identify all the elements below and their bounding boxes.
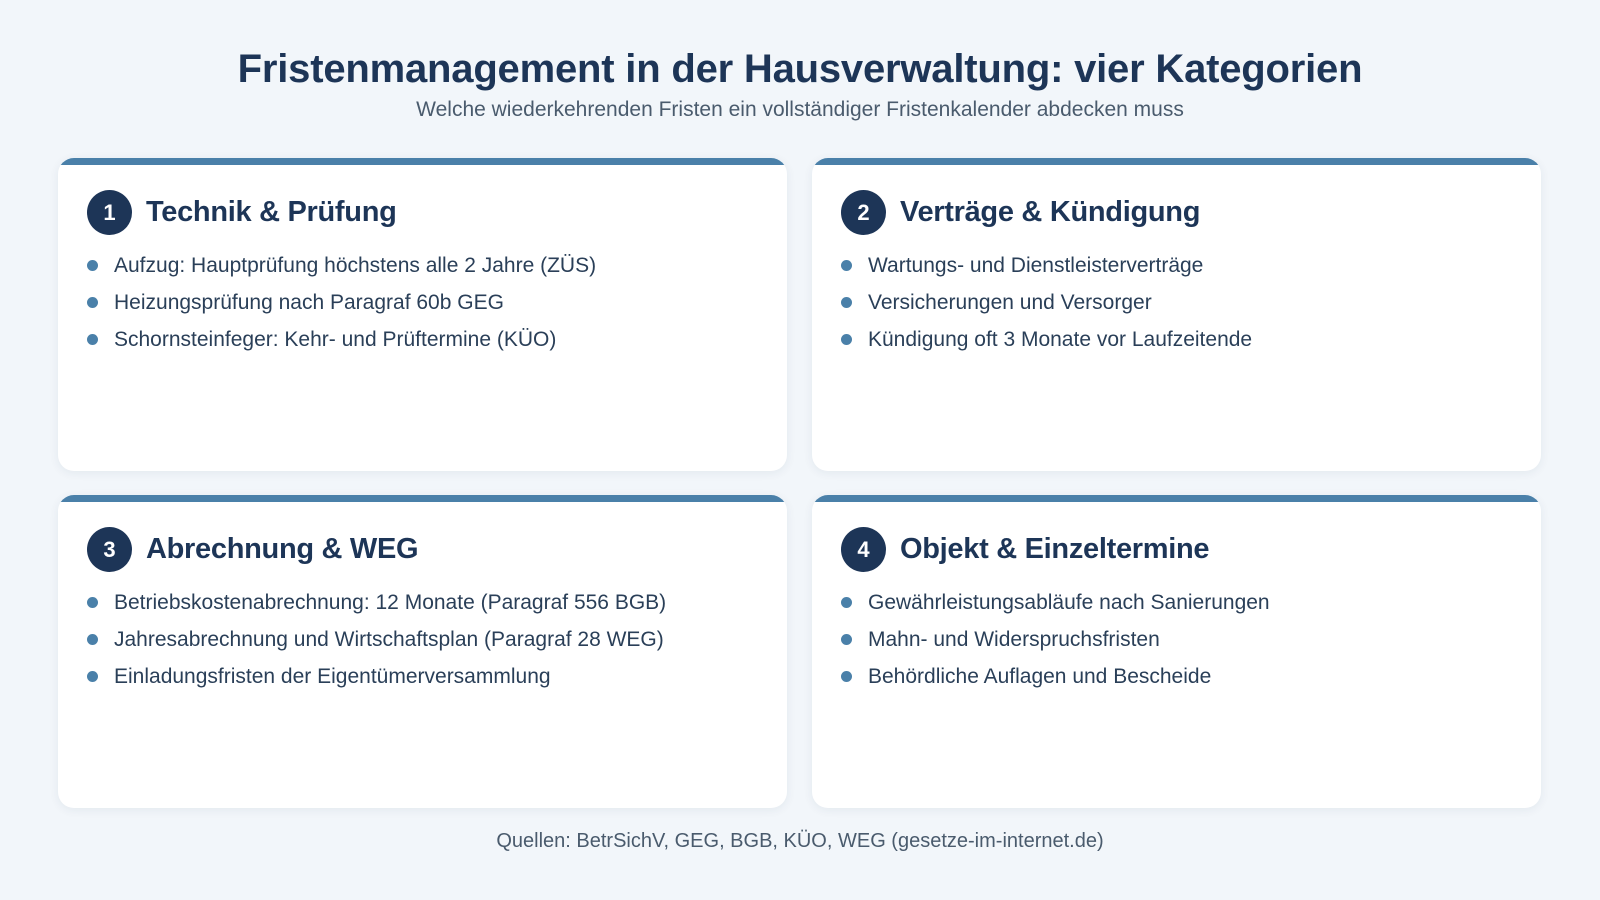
list-item: [87, 621, 666, 658]
list-item: [87, 247, 596, 284]
list-item-text: Kündigung oft 3 Monate vor Laufzeitende: [868, 327, 1253, 351]
bullet-icon: [87, 671, 98, 682]
bullet-icon: [87, 334, 98, 345]
card-header: [87, 190, 397, 235]
bullet-icon: [841, 260, 852, 271]
bullet-icon: [87, 634, 98, 645]
list-item-text: Jahresabrechnung und Wirtschaftsplan (Paragraf 28 WEG): [114, 627, 664, 651]
bullet-icon: [87, 297, 98, 308]
card-title: Objekt & Einzeltermine: [900, 533, 1210, 565]
card-number-badge: 4: [841, 527, 886, 572]
list-item: [841, 321, 1252, 358]
page-subtitle: Welche wiederkehrenden Fristen ein vollständiger Fristenkalender abdecken muss: [416, 98, 1184, 121]
list-item-text: Gewährleistungsabläufe nach Sanierungen: [868, 590, 1270, 614]
page-header: [0, 44, 1600, 124]
list-item: [87, 284, 596, 321]
card-header: [841, 190, 1200, 235]
category-card-technik: [58, 158, 787, 471]
card-header: [87, 527, 418, 572]
list-item-text: Versicherungen und Versorger: [868, 290, 1152, 314]
card-title: Verträge & Kündigung: [900, 196, 1201, 228]
card-title: Technik & Prüfung: [146, 196, 397, 228]
bullet-icon: [841, 671, 852, 682]
card-number-badge: 3: [87, 527, 132, 572]
card-item-list: [87, 247, 596, 358]
category-grid: [58, 158, 1542, 808]
category-card-objekt: [812, 495, 1541, 808]
card-number-badge: 2: [841, 190, 886, 235]
list-item: [841, 284, 1252, 321]
card-item-list: [841, 247, 1252, 358]
list-item-text: Einladungsfristen der Eigentümerversammlung: [114, 664, 551, 688]
bullet-icon: [87, 597, 98, 608]
list-item-text: Wartungs- und Dienstleisterverträge: [868, 253, 1204, 277]
category-card-vertraege: [812, 158, 1541, 471]
list-item: [87, 321, 596, 358]
list-item-text: Heizungsprüfung nach Paragraf 60b GEG: [114, 290, 504, 314]
card-header: [841, 527, 1209, 572]
list-item-text: Aufzug: Hauptprüfung höchstens alle 2 Jahre (ZÜS): [114, 253, 597, 277]
list-item-text: Betriebskostenabrechnung: 12 Monate (Paragraf 556 BGB): [114, 590, 667, 614]
card-title: Abrechnung & WEG: [146, 533, 419, 565]
bullet-icon: [841, 297, 852, 308]
bullet-icon: [841, 634, 852, 645]
bullet-icon: [841, 597, 852, 608]
list-item: [87, 658, 666, 695]
bullet-icon: [841, 334, 852, 345]
list-item-text: Schornsteinfeger: Kehr- und Prüftermine (KÜO): [114, 327, 557, 351]
list-item: [841, 621, 1270, 658]
list-item: [841, 658, 1270, 695]
card-item-list: [87, 584, 666, 695]
bullet-icon: [87, 260, 98, 271]
sources-footer: Quellen: BetrSichV, GEG, BGB, KÜO, WEG (gesetze-im-internet.de): [496, 830, 1104, 852]
list-item: [87, 584, 666, 621]
category-card-abrechnung: [58, 495, 787, 808]
list-item-text: Mahn- und Widerspruchsfristen: [868, 627, 1160, 651]
list-item: [841, 584, 1270, 621]
page-title: Fristenmanagement in der Hausverwaltung: vier Kategorien: [237, 47, 1363, 91]
card-number-badge: 1: [87, 190, 132, 235]
card-item-list: [841, 584, 1270, 695]
list-item: [841, 247, 1252, 284]
list-item-text: Behördliche Auflagen und Bescheide: [868, 664, 1212, 688]
